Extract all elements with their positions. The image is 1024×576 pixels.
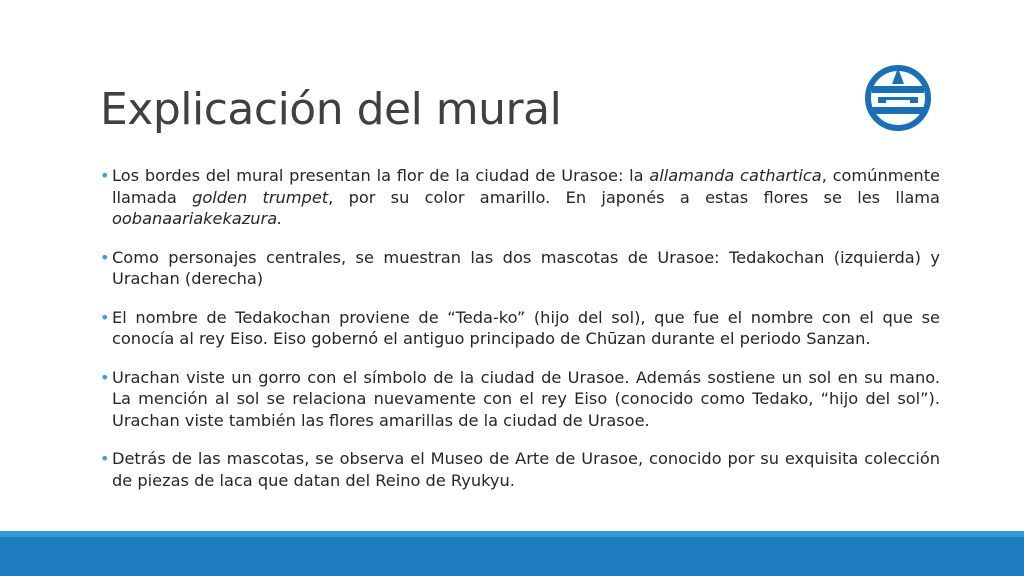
bullet-item: • El nombre de Tedakochan proviene de “Teda-ko” (hijo del sol), que fue el nombre con el que se conocía al rey Eiso. Eiso gobernó el antiguo principado de Chūzan durante el periodo Sanzan. [100, 307, 940, 350]
bullet-list [100, 165, 940, 508]
bullet-italic: golden trumpet [192, 187, 329, 207]
bullet-italic: allamanda cathartica [649, 166, 822, 185]
bullet-item [100, 165, 940, 230]
bullet-item: • Detrás de las mascotas, se observa el Museo de Arte de Urasoe, conocido por su exquisita colección de piezas de laca que datan del Reino de Ryukyu. [100, 448, 940, 491]
slide-title: Explicación del mural [100, 84, 562, 135]
urasoe-city-emblem-icon [864, 64, 932, 132]
bullet-italic: oobanaariakekazura. [112, 209, 283, 228]
bullet-text: , comúnmente llamada [112, 166, 940, 207]
bullet-item: • Urachan viste un gorro con el símbolo de la ciudad de Urasoe. Además sostiene un sol en su mano. La mención al sol se relaciona nuevamente con el rey Eiso (conocido como Tedako, “hijo del sol”). Urachan viste también las flores amarillas de la ciudad de Urasoe. [100, 367, 940, 432]
bullet-item: • Como personajes centrales, se muestran las dos mascotas de Urasoe: Tedakochan (izquierda) y Urachan (derecha) [100, 247, 940, 290]
bullet-text: , por su color amarillo. En japonés a estas flores se les llama [328, 187, 940, 207]
footer-bar [0, 537, 1024, 576]
bullet-text: Los bordes del mural presentan la flor de la ciudad de Urasoe: la [112, 166, 650, 185]
